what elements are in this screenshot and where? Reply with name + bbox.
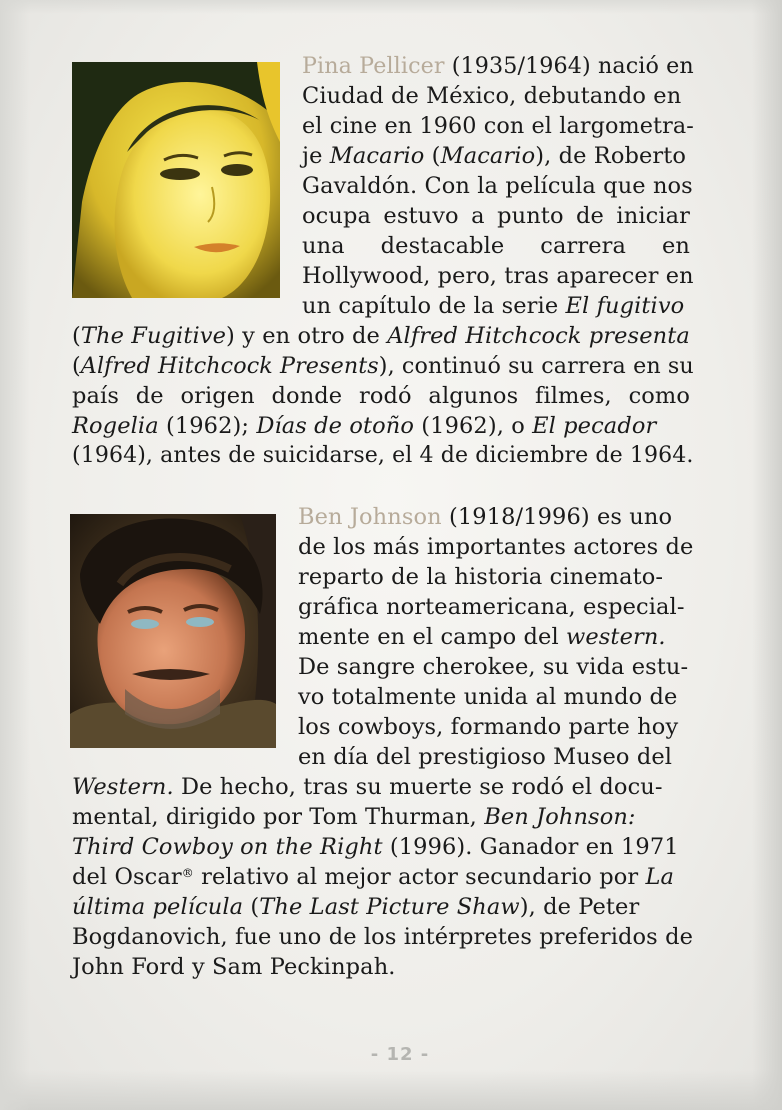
- bio1-line-1: Pina Pellicer (1935/1964) nació en: [302, 53, 694, 79]
- bio1-line-4: je Macario (Macario), de Roberto: [302, 143, 687, 169]
- page-edge-left: [0, 0, 30, 1110]
- bio2-line-15: Bogdanovich, fue uno de los intérpretes preferidos de: [72, 924, 693, 950]
- bio2-line-3: reparto de la historia cinemato-: [298, 564, 664, 590]
- bio2-line-8: los cowboys, formando parte hoy: [298, 714, 679, 740]
- bio1-line-10: (The Fugitive) y en otro de Alfred Hitchcock presenta: [72, 323, 690, 349]
- page-edge-right: [752, 0, 782, 1110]
- bio1-line-2: Ciudad de México, debutando en: [302, 83, 682, 109]
- bio1-line-12: país de origen donde rodó algunos filmes, como: [72, 383, 690, 409]
- bio2-line-2: de los más importantes actores de: [298, 534, 694, 560]
- bio1-line-9: un capítulo de la serie El fugitivo: [302, 293, 685, 319]
- bio2-line-11: mental, dirigido por Tom Thurman, Ben Johnson:: [72, 804, 636, 830]
- bio1-line-13: Rogelia (1962); Días de otoño (1962), o El pecador: [72, 413, 657, 439]
- bio2-line-4: gráfica norteamericana, especial-: [298, 594, 685, 620]
- bio1-line-8: Hollywood, pero, tras aparecer en: [302, 263, 694, 289]
- bio1-line-6: ocupa estuvo a punto de iniciar: [302, 203, 690, 229]
- page-number: - 12 -: [370, 1044, 430, 1065]
- bio2-line-5: mente en el campo del western.: [298, 624, 666, 650]
- bio2-line-16: John Ford y Sam Peckinpah.: [72, 954, 396, 980]
- bio1-line-5: Gavaldón. Con la película que nos: [302, 173, 693, 199]
- bio2-line-13: del Oscar® relativo al mejor actor secundario por La: [72, 864, 675, 890]
- bio2-line-7: vo totalmente unida al mundo de: [298, 684, 678, 710]
- bio2-line-12: Third Cowboy on the Right (1996). Ganador en 1971: [72, 834, 679, 860]
- bio1-line-7: una destacable carrera en: [302, 233, 690, 259]
- bio2-line-14: última película (The Last Picture Shaw), de Peter: [72, 894, 640, 920]
- bio2-line-1: Ben Johnson (1918/1996) es uno: [298, 504, 673, 530]
- bio1-line-3: el cine en 1960 con el largometra-: [302, 113, 694, 139]
- page-edge-bottom: [0, 1070, 782, 1110]
- bio1-line-14: (1964), antes de suicidarse, el 4 de diciembre de 1964.: [72, 443, 694, 468]
- pina-pellicer-photo: [72, 62, 280, 298]
- ben-johnson-photo: [70, 514, 276, 748]
- page-edge-top: [0, 0, 782, 14]
- actor-name-ben-johnson: Ben Johnson: [298, 504, 442, 530]
- actor-name-pina-pellicer: Pina Pellicer: [302, 53, 445, 79]
- bio2-line-9: en día del prestigioso Museo del: [298, 744, 673, 770]
- bio1-line-11: (Alfred Hitchcock Presents), continuó su carrera en su: [72, 353, 694, 379]
- bio2-line-6: De sangre cherokee, su vida estu-: [298, 654, 689, 680]
- bio2-line-10: Western. De hecho, tras su muerte se rodó el docu-: [72, 774, 663, 800]
